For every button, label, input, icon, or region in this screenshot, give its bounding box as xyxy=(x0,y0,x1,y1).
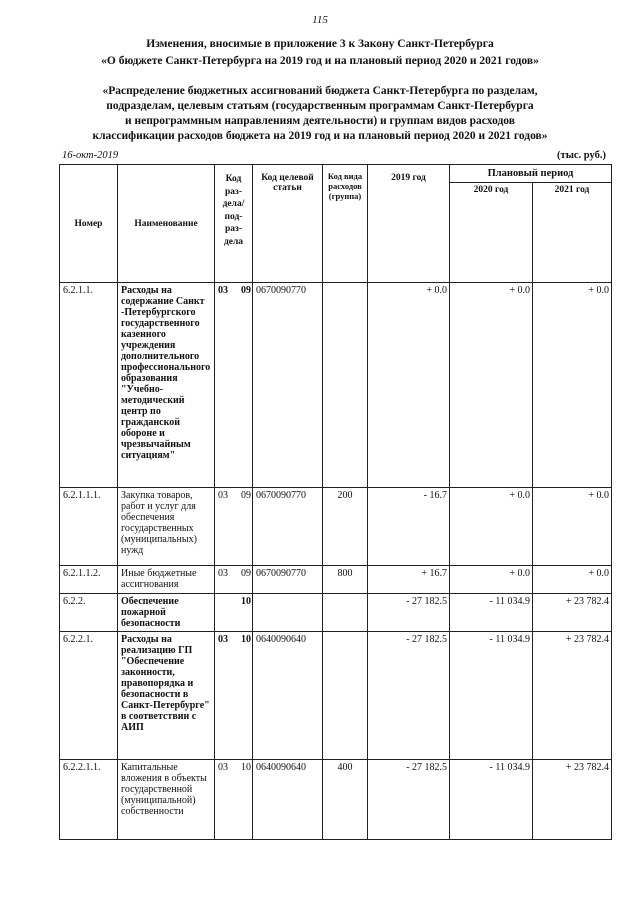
col-header-celevoy: Код целевой статьи xyxy=(253,165,323,283)
row-vid-rashodov xyxy=(323,283,368,488)
subtitle-line3: и непрограммным направлениям деятельности) и группам видов расходов xyxy=(125,115,515,127)
row-value-2020: - 11 034.9 xyxy=(450,594,533,632)
row-name: Обеспечение пожарной безопасности xyxy=(118,594,215,632)
col-header-razdel: Код раз- дела/ под- раз- дела xyxy=(215,165,253,283)
page-number: 115 xyxy=(312,14,328,26)
row-value-2019: - 16.7 xyxy=(368,488,450,566)
row-value-2021: + 0.0 xyxy=(533,488,612,566)
row-nomer: 6.2.1.1.1. xyxy=(60,488,118,566)
row-razdel xyxy=(215,594,235,632)
row-nomer: 6.2.2.1. xyxy=(60,632,118,760)
row-nomer: 6.2.1.1. xyxy=(60,283,118,488)
row-nomer: 6.2.2.1.1. xyxy=(60,760,118,840)
subtitle-line4: классификации расходов бюджета на 2019 год и на плановый период 2020 и 2021 годов» xyxy=(92,130,548,142)
row-razdel: 03 xyxy=(215,566,235,594)
document-subtitle xyxy=(0,84,640,144)
row-podrazdel: 09 xyxy=(235,488,253,566)
row-value-2019: + 0.0 xyxy=(368,283,450,488)
units-label: (тыс. руб.) xyxy=(557,150,606,161)
table-row xyxy=(60,566,612,594)
row-podrazdel: 09 xyxy=(235,566,253,594)
col-header-plan: Плановый период xyxy=(450,165,612,183)
row-value-2020: - 11 034.9 xyxy=(450,760,533,840)
col-header-2019: 2019 год xyxy=(368,165,450,283)
row-value-2021: + 23 782.4 xyxy=(533,760,612,840)
row-razdel: 03 xyxy=(215,283,235,488)
col-header-2021: 2021 год xyxy=(533,183,612,283)
table-row xyxy=(60,283,612,488)
subtitle-line1: «Распределение бюджетных ассигнований бюджета Санкт-Петербурга по разделам, xyxy=(102,85,538,97)
document-title-line2: «О бюджете Санкт-Петербурга на 2019 год и на плановый период 2020 и 2021 годов» xyxy=(101,55,539,67)
row-celevaya-statya: 0670090770 xyxy=(253,566,323,594)
row-value-2021: + 23 782.4 xyxy=(533,594,612,632)
row-value-2020: + 0.0 xyxy=(450,566,533,594)
row-celevaya-statya: 0670090770 xyxy=(253,488,323,566)
row-vid-rashodov xyxy=(323,594,368,632)
row-podrazdel: 10 xyxy=(235,760,253,840)
row-name: Расходы на содержание Санкт -Петербургского государственного казенного учреждения дополнительного профессионального образования "Учебно-методический центр по гражданской обороне и чрезвычайным ситуациям" xyxy=(118,283,215,488)
col-header-nomer: Номер xyxy=(60,165,118,283)
row-value-2019: - 27 182.5 xyxy=(368,632,450,760)
row-value-2019: + 16.7 xyxy=(368,566,450,594)
row-value-2020: + 0.0 xyxy=(450,488,533,566)
row-podrazdel: 09 xyxy=(235,283,253,488)
row-value-2019: - 27 182.5 xyxy=(368,594,450,632)
row-celevaya-statya: 0670090770 xyxy=(253,283,323,488)
table-row xyxy=(60,632,612,760)
row-celevaya-statya: 0640090640 xyxy=(253,632,323,760)
row-celevaya-statya: 0640090640 xyxy=(253,760,323,840)
row-value-2019: - 27 182.5 xyxy=(368,760,450,840)
row-podrazdel: 10 xyxy=(235,594,253,632)
col-header-name: Наименование xyxy=(118,165,215,283)
table-row xyxy=(60,760,612,840)
row-vid-rashodov xyxy=(323,632,368,760)
row-razdel: 03 xyxy=(215,632,235,760)
subtitle-line2: подразделам, целевым статьям (государственным программам Санкт-Петербурга xyxy=(106,100,534,112)
row-nomer: 6.2.1.1.2. xyxy=(60,566,118,594)
row-vid-rashodov: 400 xyxy=(323,760,368,840)
row-value-2021: + 0.0 xyxy=(533,283,612,488)
row-value-2020: - 11 034.9 xyxy=(450,632,533,760)
table-row xyxy=(60,488,612,566)
row-vid-rashodov: 200 xyxy=(323,488,368,566)
col-header-2020: 2020 год xyxy=(450,183,533,283)
table-row xyxy=(60,594,612,632)
row-razdel: 03 xyxy=(215,488,235,566)
row-value-2020: + 0.0 xyxy=(450,283,533,488)
budget-table xyxy=(59,164,612,840)
row-name: Капитальные вложения в объекты государственной (муниципальной) собственности xyxy=(118,760,215,840)
row-value-2021: + 0.0 xyxy=(533,566,612,594)
row-vid-rashodov: 800 xyxy=(323,566,368,594)
row-nomer: 6.2.2. xyxy=(60,594,118,632)
row-name: Иные бюджетные ассигнования xyxy=(118,566,215,594)
document-title-line1: Изменения, вносимые в приложение 3 к Закону Санкт-Петербурга xyxy=(146,38,494,50)
row-name: Закупка товаров, работ и услуг для обеспечения государственных (муниципальных) нужд xyxy=(118,488,215,566)
col-header-vid: Код вида расходов (группа) xyxy=(323,165,368,283)
row-celevaya-statya xyxy=(253,594,323,632)
row-value-2021: + 23 782.4 xyxy=(533,632,612,760)
row-podrazdel: 10 xyxy=(235,632,253,760)
row-name: Расходы на реализацию ГП "Обеспечение законности, правопорядка и безопасности в Санкт-Петербурге" в соответствии с АИП xyxy=(118,632,215,760)
row-razdel: 03 xyxy=(215,760,235,840)
document-date: 16-окт-2019 xyxy=(62,150,119,161)
